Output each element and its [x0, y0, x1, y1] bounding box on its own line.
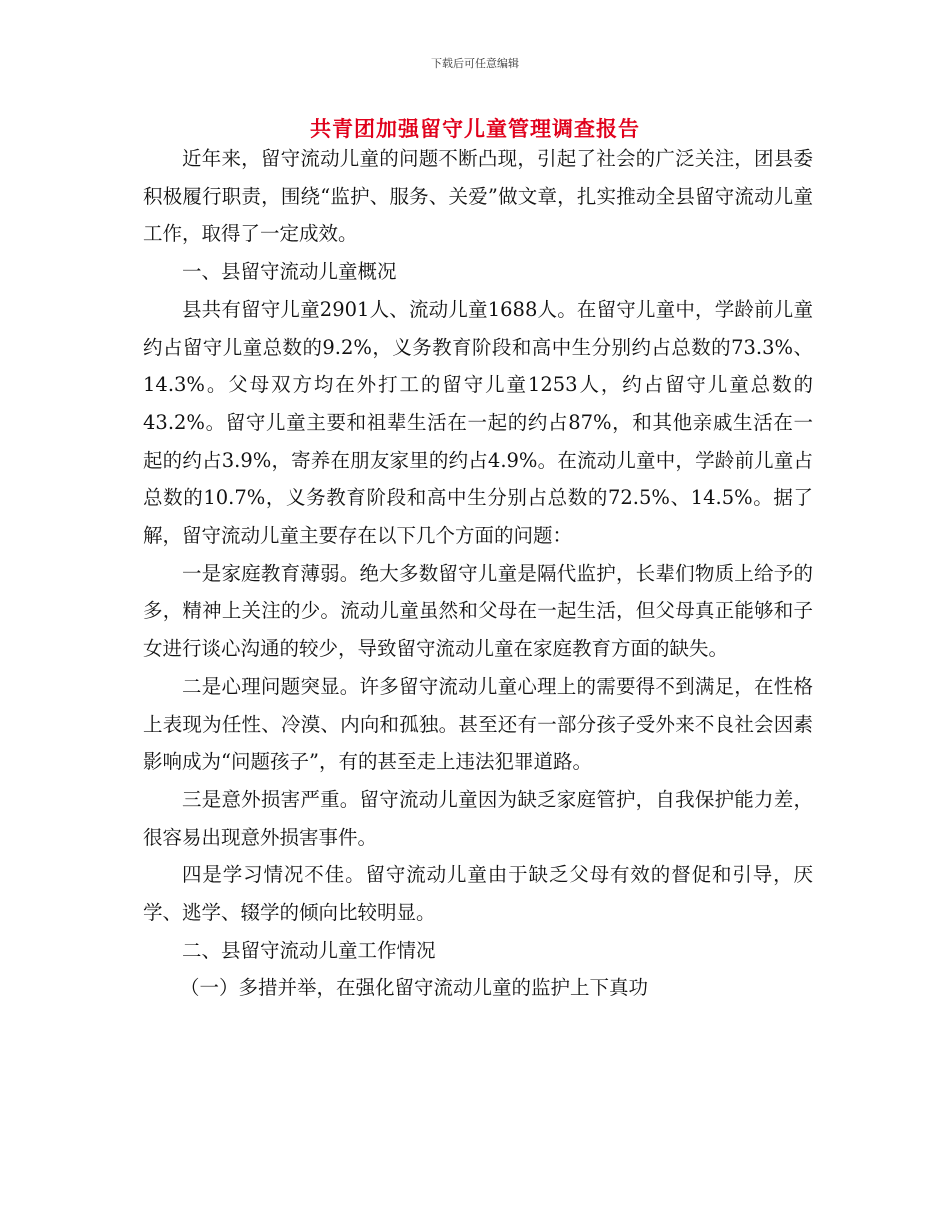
- section-heading-work: 二、县留守流动儿童工作情况: [182, 938, 436, 962]
- paragraph-intro: 近年来，留守流动儿童的问题不断凸现，引起了社会的广泛关注，团县委积极履行职责，围绕“监护、服务、关爱”做文章，扎实推动全县留守流动儿童工作，取得了一定成效。: [143, 147, 813, 246]
- section-heading-overview: 一、县留守流动儿童概况: [182, 260, 397, 284]
- paragraph-issue-family-education: 一是家庭教育薄弱。绝大多数留守儿童是隔代监护，长辈们物质上给予的多，精神上关注的少。流动儿童虽然和父母在一起生活，但父母真正能够和子女进行谈心沟通的较少，导致留守流动儿童在家庭教育方面的缺失。: [143, 561, 813, 661]
- document-body: [143, 140, 813, 1007]
- paragraph-issue-accidents: 三是意外损害严重。留守流动儿童因为缺乏家庭管护，自我保护能力差，很容易出现意外损害事件。: [143, 787, 813, 849]
- document-title: 共青团加强留守儿童管理调查报告: [310, 116, 640, 141]
- paragraph-issue-study: 四是学习情况不佳。留守流动儿童由于缺乏父母有效的督促和引导，厌学、逃学、辍学的倾向比较明显。: [143, 863, 813, 925]
- page-header-note: 下载后可任意编辑: [431, 57, 519, 70]
- subsection-heading-supervision: （一）多措并举，在强化留守流动儿童的监护上下真功: [180, 976, 649, 1000]
- paragraph-issue-psychology: 二是心理问题突显。许多留守流动儿童心理上的需要得不到满足，在性格上表现为任性、冷漠、内向和孤独。甚至还有一部分孩子受外来不良社会因素影响成为“问题孩子”，有的甚至走上违法犯罪道路。: [143, 674, 813, 774]
- paragraph-statistics: 县共有留守儿童2901人、流动儿童1688人。在留守儿童中，学龄前儿童约占留守儿童总数的9.2%，义务教育阶段和高中生分别约占总数的73.3%、14.3%。父母双方均在外打工的留守儿童1253人，约占留守儿童总数的43.2%。留守儿童主要和祖辈生活在一起的约占87%，和其他亲戚生活在一起的约占3.9%，寄养在朋友家里的约占4.9%。在流动儿童中，学龄前儿童占总数的10.7%，义务教育阶段和高中生分别占总数的72.5%、14.5%。据了解，留守流动儿童主要存在以下几个方面的问题：: [143, 297, 813, 548]
